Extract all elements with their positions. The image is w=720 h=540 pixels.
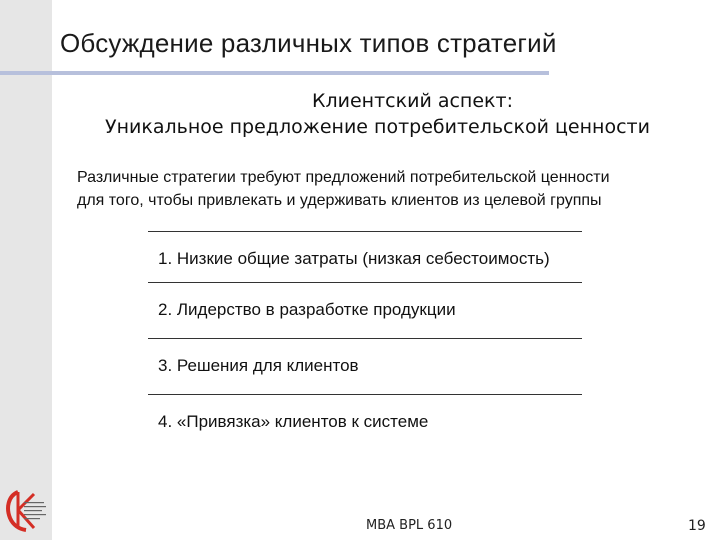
strategy-item-3: 3. Решения для клиентов (158, 356, 359, 375)
footer-course-code: MBA BPL 610 (366, 518, 453, 533)
strategy-item-2: 2. Лидерство в разработке продукции (158, 300, 456, 319)
divider-line (148, 282, 582, 283)
divider-line (148, 338, 582, 339)
slide-title: Обсуждение различных типов стратегий (60, 28, 557, 58)
title-underline (0, 71, 549, 75)
divider-line (148, 231, 582, 232)
logo-k-icon (4, 488, 48, 532)
intro-paragraph (77, 166, 717, 212)
left-sidebar-strip (0, 0, 52, 540)
divider-line (148, 394, 582, 395)
subtitle-line-1: Клиентский аспект: (312, 90, 513, 112)
university-logo (4, 488, 48, 532)
page-number: 19 (688, 518, 706, 534)
intro-line-1: Различные стратегии требуют предложений потребительской ценности (77, 169, 610, 186)
strategy-item-4: 4. «Привязка» клиентов к системе (158, 412, 429, 431)
strategy-item-1: 1. Низкие общие затраты (низкая себестоимость) (158, 249, 550, 268)
slide-subtitle (60, 88, 720, 140)
intro-line-2: для того, чтобы привлекать и удерживать клиентов из целевой группы (77, 192, 602, 209)
subtitle-line-2: Уникальное предложение потребительской ценности (105, 116, 650, 138)
